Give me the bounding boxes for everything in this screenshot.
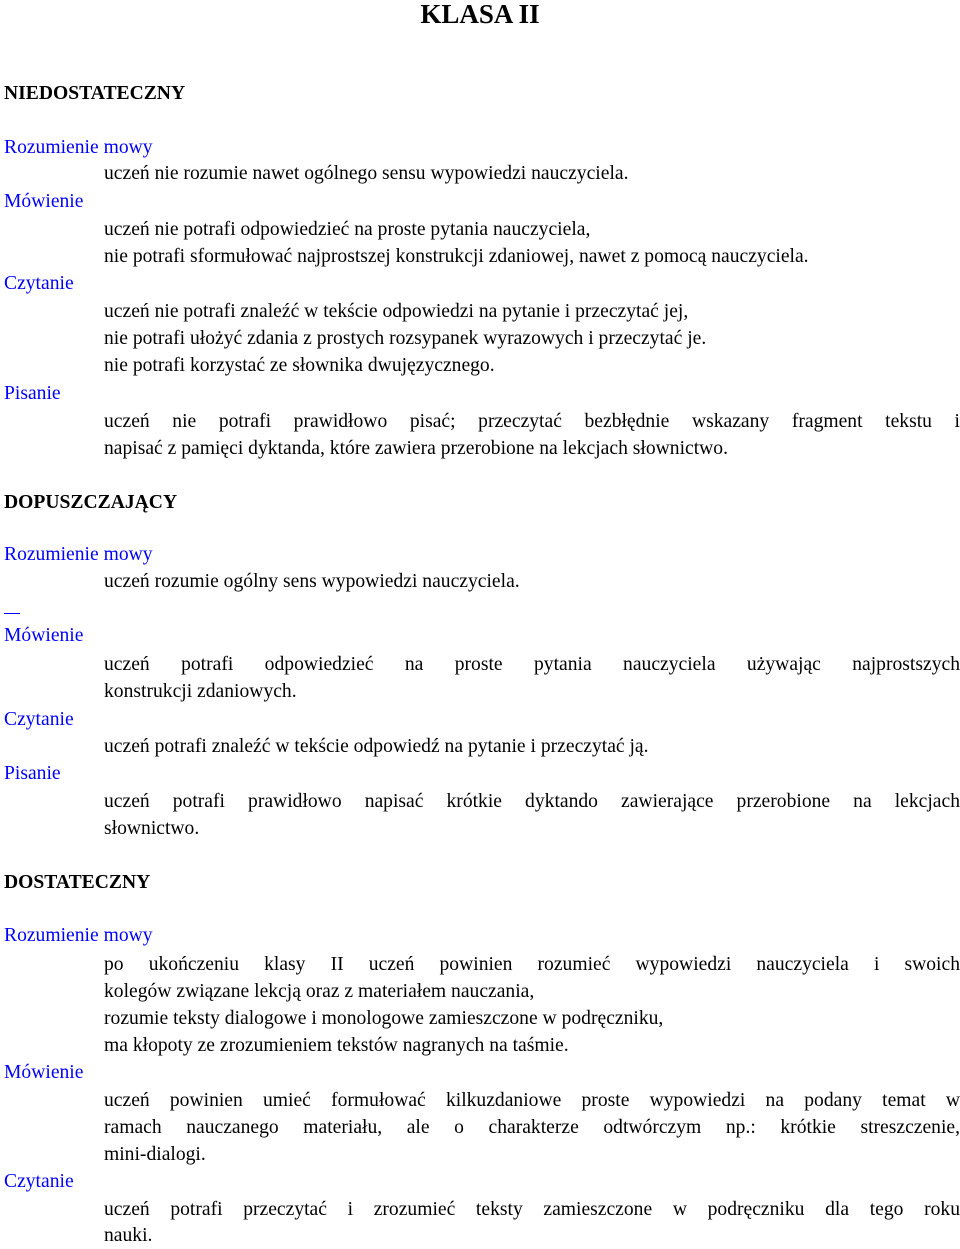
criterion-line: nauki.	[104, 1225, 153, 1246]
criterion-line: nie potrafi sformułować najprostszej konstrukcji zdaniowej, nawet z pomocą nauczyciela.	[104, 246, 809, 267]
page-title: KLASA II	[420, 0, 540, 29]
criterion-line: uczeń potrafi prawidłowo napisać krótkie dyktando zawierające przerobione na lekcjach	[104, 791, 960, 812]
category-rozumienie-mowy: Rozumienie mowy	[4, 137, 153, 158]
category-rozumienie-mowy: Rozumienie mowy	[4, 544, 153, 565]
category-mowienie: Mówienie	[4, 1062, 84, 1083]
criterion-line: uczeń nie potrafi prawidłowo pisać; przeczytać bezbłędnie wskazany fragment tekstu i	[104, 411, 960, 432]
criterion-line: uczeń potrafi odpowiedzieć na proste pytania nauczyciela używając najprostszych	[104, 654, 960, 675]
category-czytanie: Czytanie	[4, 709, 74, 730]
criterion-line: kolegów związane lekcją oraz z materiałem nauczania,	[104, 981, 535, 1002]
criterion-line: uczeń potrafi przeczytać i zrozumieć teksty zamieszczone w podręczniku dla tego roku	[104, 1199, 960, 1220]
section-heading-niedostateczny: NIEDOSTATECZNY	[4, 83, 186, 104]
category-mowienie: Mówienie	[4, 625, 84, 646]
criterion-line: uczeń powinien umieć formułować kilkuzdaniowe proste wypowiedzi na podany temat w	[104, 1090, 960, 1111]
category-pisanie: Pisanie	[4, 763, 61, 784]
criterion-line: po ukończeniu klasy II uczeń powinien rozumieć wypowiedzi nauczyciela i swoich	[104, 954, 960, 975]
category-czytanie: Czytanie	[4, 273, 74, 294]
criterion-line: rozumie teksty dialogowe i monologowe zamieszczone w podręczniku,	[104, 1008, 664, 1029]
category-czytanie: Czytanie	[4, 1171, 74, 1192]
criterion-line: ma kłopoty ze zrozumieniem tekstów nagranych na taśmie.	[104, 1035, 569, 1056]
section-heading-dostateczny: DOSTATECZNY	[4, 872, 151, 893]
category-rozumienie-mowy: Rozumienie mowy	[4, 925, 153, 946]
category-pisanie: Pisanie	[4, 383, 61, 404]
underline-mark	[4, 594, 20, 614]
criterion-line: uczeń potrafi znaleźć w tekście odpowiedź na pytanie i przeczytać ją.	[104, 736, 649, 757]
criterion-line: uczeń nie potrafi odpowiedzieć na proste pytania nauczyciela,	[104, 219, 591, 240]
section-heading-dopuszczajacy: DOPUSZCZAJĄCY	[4, 492, 178, 513]
criterion-line: słownictwo.	[104, 818, 200, 839]
criterion-line: mini-dialogi.	[104, 1144, 206, 1165]
criterion-line: uczeń rozumie ogólny sens wypowiedzi nauczyciela.	[104, 571, 520, 592]
criterion-line: ramach nauczanego materiału, ale o charakterze odtwórczym np.: krótkie streszczenie,	[104, 1117, 960, 1138]
criterion-line: konstrukcji zdaniowych.	[104, 681, 297, 702]
criterion-line: nie potrafi korzystać ze słownika dwujęzycznego.	[104, 355, 495, 376]
criterion-line: nie potrafi ułożyć zdania z prostych rozsypanek wyrazowych i przeczytać je.	[104, 328, 707, 349]
criterion-line: napisać z pamięci dyktanda, które zawiera przerobione na lekcjach słownictwo.	[104, 438, 729, 459]
criterion-line: uczeń nie rozumie nawet ogólnego sensu wypowiedzi nauczyciela.	[104, 163, 629, 184]
criterion-line: uczeń nie potrafi znaleźć w tekście odpowiedzi na pytanie i przeczytać jej,	[104, 301, 689, 322]
category-mowienie: Mówienie	[4, 191, 84, 212]
